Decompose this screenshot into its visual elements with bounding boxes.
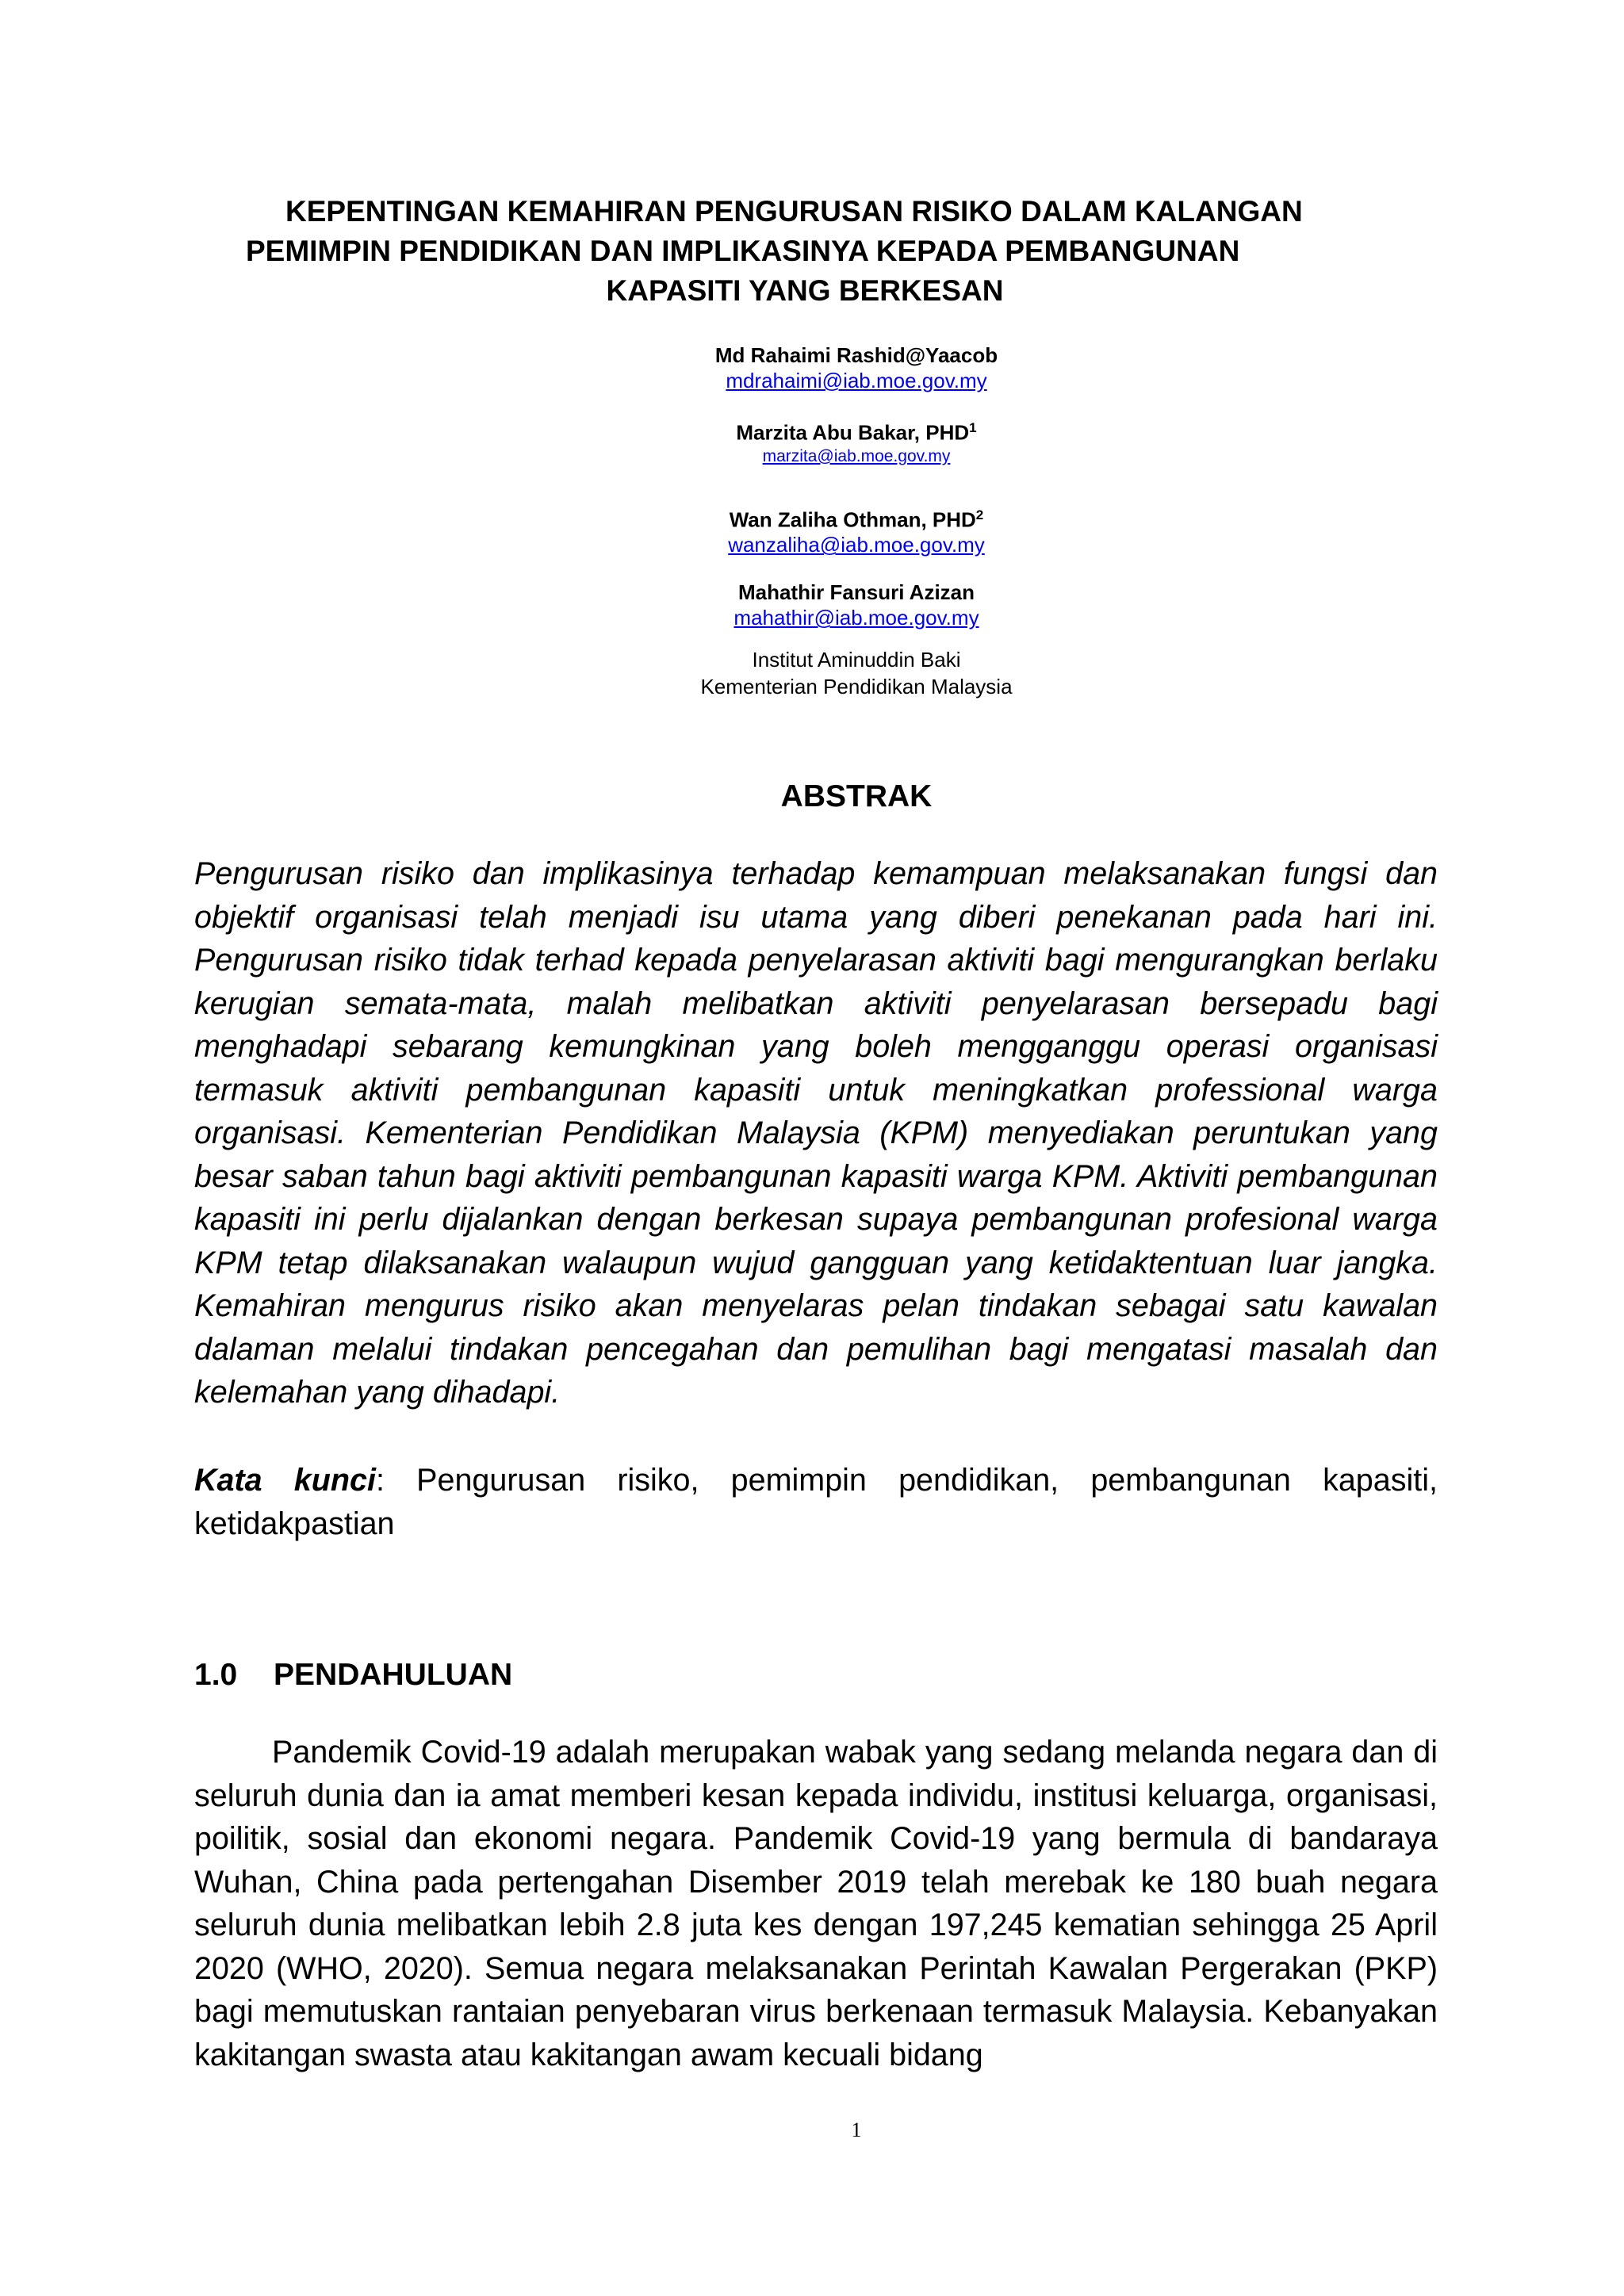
institution-line-1: Institut Aminuddin Baki (752, 648, 961, 672)
keywords (194, 1459, 1438, 1545)
institution (0, 646, 1624, 700)
author-3 (0, 503, 1624, 558)
author-1 (0, 342, 1624, 393)
author-4 (0, 580, 1624, 630)
author-email-link[interactable]: mahathir@iab.moe.gov.my (733, 606, 979, 630)
author-email-link[interactable]: marzita@iab.moe.gov.my (762, 446, 951, 465)
paper-title (246, 192, 1435, 311)
section-number: 1.0 (194, 1658, 238, 1692)
author-name: Marzita Abu Bakar, PHD (736, 420, 970, 445)
section-heading (194, 1655, 512, 1695)
author-name: Mahathir Fansuri Azizan (737, 580, 975, 605)
author-name: Md Rahaimi Rashid@Yaacob (714, 343, 998, 367)
body-paragraph: Pandemik Covid-19 adalah merupakan wabak yang sedang melanda negara dan di seluruh dunia dan ia amat memberi kesan kepada individu, institusi keluarga, organisasi, poilitik, sosial dan ekonomi negara. Pandemik Covid-19 yang bermula di bandaraya Wuhan, China pada pertengahan Disember 2019 telah merebak ke 180 buah negara seluruh dunia melibatkan lebih 2.8 juta kes dengan 197,245 kematian sehingga 25 April 2020 (WHO, 2020). Semua negara melaksanakan Perintah Kawalan Pergerakan (PKP) bagi memutuskan rantaian penyebaran virus berkenaan termasuk Malaysia. Kebanyakan kakitangan swasta atau kakitangan awam kecuali bidang (194, 1735, 1438, 2072)
keywords-text: Pengurusan risiko, pemimpin pendidikan, pembangunan kapasiti, ketidakpastian (194, 1463, 1438, 1541)
author-block (0, 342, 1624, 700)
title-line-1: KEPENTINGAN KEMAHIRAN PENGURUSAN RISIKO DALAM KALANGAN (285, 195, 1303, 228)
affiliation-superscript: 2 (975, 507, 984, 522)
keywords-label: Kata kunci (194, 1463, 376, 1498)
author-2 (0, 415, 1624, 468)
affiliation-superscript: 1 (969, 420, 977, 435)
author-name: Wan Zaliha Othman, PHD (729, 507, 976, 532)
page-number: 1 (851, 2118, 862, 2141)
keywords-separator: : (375, 1463, 385, 1498)
title-line-2: PEMIMPIN PENDIDIKAN DAN IMPLIKASINYA KEPADA PEMBANGUNAN (246, 235, 1240, 267)
abstract-heading: ABSTRAK (780, 779, 933, 813)
title-line-3: KAPASITI YANG BERKESAN (606, 274, 1004, 307)
author-email-link[interactable]: mdrahaimi@iab.moe.gov.my (726, 369, 987, 392)
institution-line-2: Kementerian Pendidikan Malaysia (700, 675, 1013, 699)
section-title: PENDAHULUAN (274, 1658, 513, 1692)
abstract-text: Pengurusan risiko dan implikasinya terhadap kemampuan melaksanakan fungsi dan objektif organisasi telah menjadi isu utama yang diberi penekanan pada hari ini. Pengurusan risiko tidak terhad kepada penyelarasan aktiviti bagi mengurangkan berlaku kerugian semata-mata, malah melibatkan aktiviti penyelarasan bersepadu bagi menghadapi sebarang kemungkinan yang boleh mengganggu operasi organisasi termasuk aktiviti pembangunan kapasiti untuk meningkatkan professional warga organisasi. Kementerian Pendidikan Malaysia (KPM) menyediakan peruntukan yang besar saban tahun bagi aktiviti pembangunan kapasiti warga KPM. Aktiviti pembangunan kapasiti ini perlu dijalankan dengan berkesan supaya pembangunan profesional warga KPM tetap dilaksanakan walaupun wujud gangguan yang ketidaktentuan luar jangka. Kemahiran mengurus risiko akan menyelaras pelan tindakan sebagai satu kawalan dalaman melalui tindakan pencegahan dan pemulihan bagi mengatasi masalah dan kelemahan yang dihadapi. (194, 856, 1438, 1410)
author-email-link[interactable]: wanzaliha@iab.moe.gov.my (728, 533, 985, 557)
